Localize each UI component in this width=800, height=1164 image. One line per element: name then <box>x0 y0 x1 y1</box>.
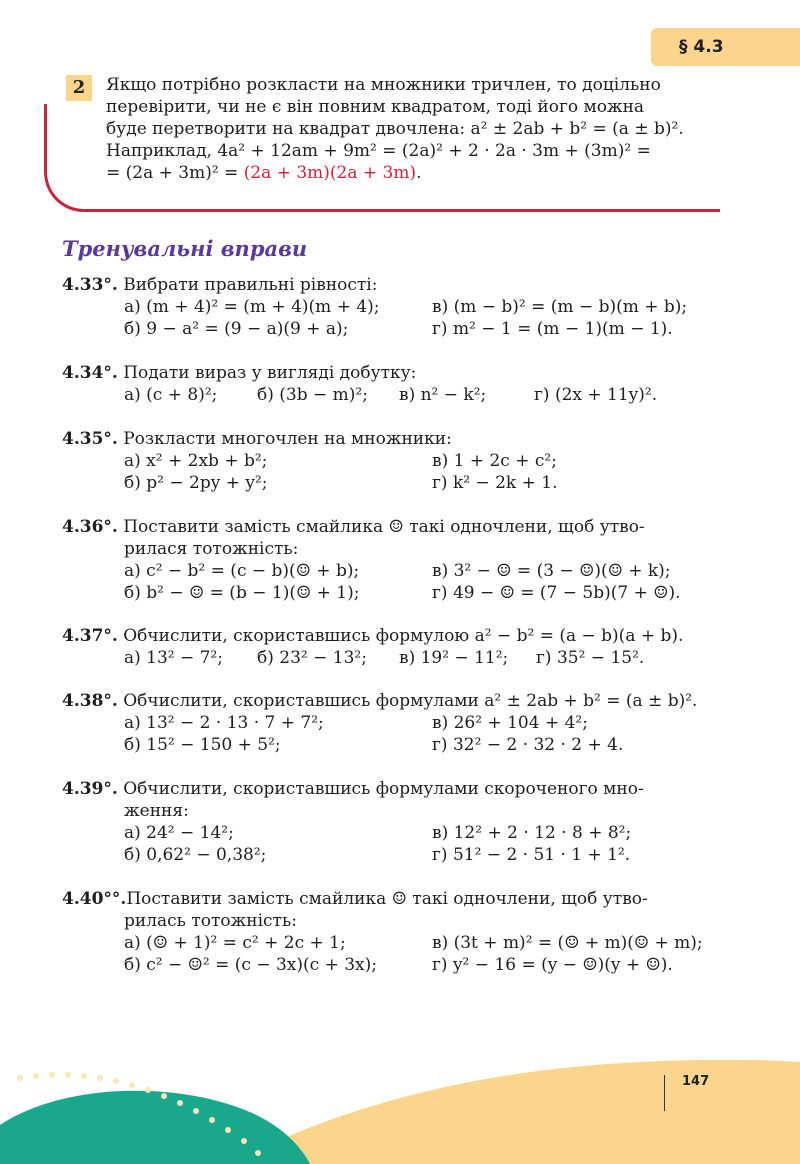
exercise-title: Подати вираз у вигляді добутку: <box>123 363 417 383</box>
item-b: б) (3b − m)²; <box>257 385 368 405</box>
exercise-4-39 <box>62 778 722 866</box>
exercise-number: 4.40°°. <box>62 889 127 909</box>
item-v: в) (3t + m)² = (☺ + m)(☺ + m); <box>432 933 703 953</box>
decorative-background-shapes <box>0 1000 800 1164</box>
exercise-title: Розкласти многочлен на множники: <box>123 429 452 449</box>
page-number-divider <box>664 1075 665 1111</box>
rule-line <box>106 162 722 184</box>
item-a: а) 24² − 14²; <box>124 823 234 843</box>
page-number: 147 <box>682 1074 710 1089</box>
item-a: а) (☺ + 1)² = c² + 2c + 1; <box>124 933 346 953</box>
exercise-4-38 <box>62 690 722 756</box>
exercise-4-35 <box>62 428 722 494</box>
exercise-title: Вибрати правильні рівності: <box>123 275 378 295</box>
item-a: а) (m + 4)² = (m + 4)(m + 4); <box>124 297 380 317</box>
exercise-title: Обчислити, скориставшись формулами a² ± 2ab + b² = (a ± b)². <box>123 691 698 711</box>
item-b: б) 9 − a² = (9 − a)(9 + a); <box>124 319 349 339</box>
item-v: в) 3² − ☺ = (3 − ☺)(☺ + k); <box>432 561 671 581</box>
rule-line-end: . <box>416 163 422 183</box>
item-g: г) 49 − ☺ = (7 − 5b)(7 + ☺). <box>432 583 681 603</box>
rule-line: буде перетворити на квадрат двочлена: a² ± 2ab + b² = (a ± b)². <box>106 119 684 139</box>
item-b: б) p² − 2py + y²; <box>124 473 268 493</box>
exercise-title-cont: рилась тотожність: <box>124 911 297 931</box>
item-v: в) 26² + 104 + 4²; <box>432 713 588 733</box>
exercise-title: Поставити замість смайлика ☺ такі одночлени, щоб утво- <box>123 517 645 537</box>
item-v: в) 12² + 2 · 12 · 8 + 8²; <box>432 823 632 843</box>
exercise-title-cont: рилася тотожність: <box>124 539 299 559</box>
exercise-title: Обчислити, скориставшись формулою a² − b² = (a − b)(a + b). <box>123 626 684 646</box>
item-b: б) 23² − 13²; <box>257 648 367 668</box>
section-heading: Тренувальні вправи <box>62 236 308 261</box>
rule-frame-mask <box>40 70 52 104</box>
exercise-title: Обчислити, скориставшись формулами скороченого мно- <box>123 779 644 799</box>
item-g: г) (2x + 11y)². <box>534 385 658 405</box>
exercise-number: 4.37°. <box>62 626 118 646</box>
teal-wave-shape <box>0 1091 310 1164</box>
rule-number: 2 <box>66 75 92 101</box>
item-g: г) 35² − 15². <box>536 648 645 668</box>
item-g: г) m² − 1 = (m − 1)(m − 1). <box>432 319 673 339</box>
item-v: в) 1 + 2c + c²; <box>432 451 557 471</box>
item-a: а) x² + 2xb + b²; <box>124 451 268 471</box>
exercise-4-34 <box>62 362 722 406</box>
item-a: а) (c + 8)²; <box>124 385 218 405</box>
exercise-number: 4.33°. <box>62 275 118 295</box>
item-g: г) y² − 16 = (y − ☺)(y + ☺). <box>432 955 673 975</box>
exercise-number: 4.39°. <box>62 779 118 799</box>
rule-line-red: (2a + 3m)(2a + 3m) <box>243 163 417 183</box>
exercise-4-37 <box>62 625 722 669</box>
exercise-title: Поставити замість смайлика ☺ такі одночлени, щоб утво- <box>126 889 648 909</box>
item-a: а) 13² − 2 · 13 · 7 + 7²; <box>124 713 324 733</box>
yellow-wave-shape <box>230 1060 800 1164</box>
item-a: а) c² − b² = (c − b)(☺ + b); <box>124 561 360 581</box>
exercise-4-36 <box>62 516 722 604</box>
section-tab: § 4.3 <box>651 28 800 66</box>
item-b: б) 0,62² − 0,38²; <box>124 845 267 865</box>
exercise-number: 4.35°. <box>62 429 118 449</box>
item-g: г) 32² − 2 · 32 · 2 + 4. <box>432 735 624 755</box>
exercise-number: 4.36°. <box>62 517 118 537</box>
exercise-4-33 <box>62 274 722 340</box>
exercise-number: 4.38°. <box>62 691 118 711</box>
item-g: г) k² − 2k + 1. <box>432 473 558 493</box>
exercise-number: 4.34°. <box>62 363 118 383</box>
item-b: б) c² − ☺² = (c − 3x)(c + 3x); <box>124 955 377 975</box>
item-v: в) n² − k²; <box>399 385 487 405</box>
item-a: а) 13² − 7²; <box>124 648 224 668</box>
exercise-4-40 <box>62 888 722 976</box>
item-b: б) b² − ☺ = (b − 1)(☺ + 1); <box>124 583 360 603</box>
item-v: в) 19² − 11²; <box>399 648 509 668</box>
item-v: в) (m − b)² = (m − b)(m + b); <box>432 297 688 317</box>
rule-line: перевірити, чи не є він повним квадратом, тоді його можна <box>106 97 645 117</box>
rule-text <box>106 74 722 184</box>
rule-line: Наприклад, 4a² + 12am + 9m² = (2a)² + 2 · 2a · 3m + (3m)² = <box>106 141 651 161</box>
rule-line-black: = (2a + 3m)² = <box>106 163 244 183</box>
item-g: г) 51² − 2 · 51 · 1 + 1². <box>432 845 631 865</box>
exercise-title-cont: ження: <box>124 801 189 821</box>
rule-line: Якщо потрібно розкласти на множники тричлен, то доцільно <box>106 75 661 95</box>
item-b: б) 15² − 150 + 5²; <box>124 735 281 755</box>
